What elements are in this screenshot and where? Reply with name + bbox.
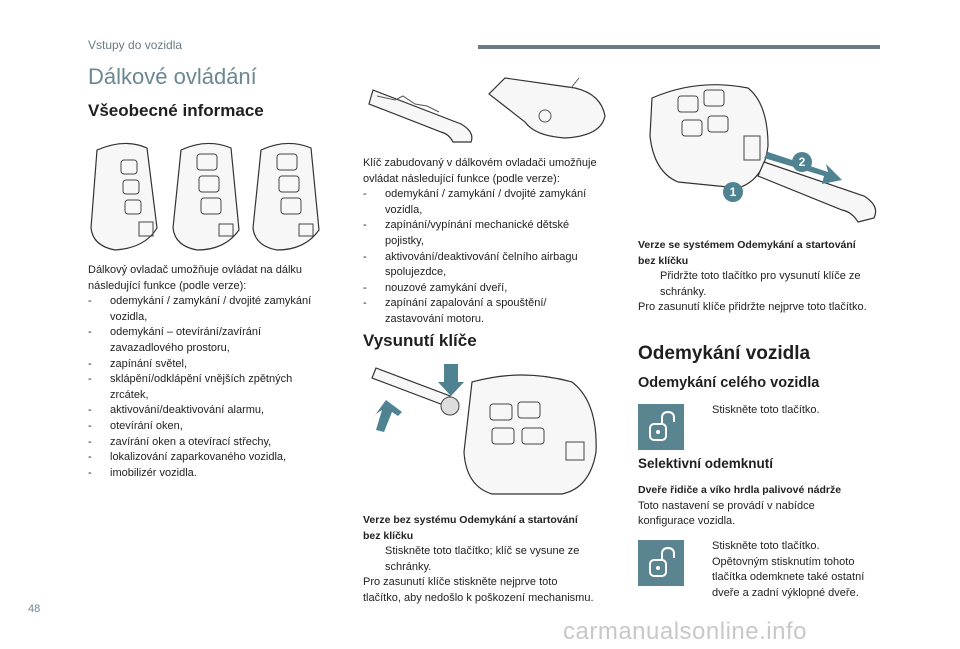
key-function-list [363,187,625,327]
page-title: Dálkové ovládání [88,64,257,89]
without-system-lead: bez klíčku [363,529,414,542]
without-system-step: Stiskněte toto tlačítko; klíč se vysune ze schránky. [385,545,580,573]
with-system-lead: bez klíčku [638,254,689,267]
key-blade-illustration [365,76,615,148]
list-item: - zapínání světel, [88,357,348,373]
list-item: - zapínání zapalování a spouštění/ zastavování motoru. [363,296,625,327]
callout-two: 2 [798,155,806,169]
remote-keys-illustration [85,138,343,256]
list-item: - sklápění/odklápění vnějších zpětných zrcátek, [88,372,348,403]
section-label: Vstupy do vozidla [88,38,183,52]
header-rule [478,45,880,49]
padlock-open-icon [638,540,684,586]
with-system-note: Pro zasunutí klíče přidržte nejprve toto tlačítko. [638,301,867,314]
with-system-step: Přidržte toto tlačítko pro vysunutí klíče ze schránky. [660,270,861,298]
list-item: - aktivování/deaktivování čelního airbagu spolujezdce, [363,250,625,281]
unlock-whole-step: Stiskněte toto tlačítko. [712,404,820,416]
with-system-lead: Verze se systémem Odemykání a startování [638,239,856,251]
page-number: 48 [28,603,41,615]
list-item: - otevírání oken, [88,419,348,435]
selective-step-2: Opětovným stisknutím tohoto tlačítka odemknete také ostatní dveře a zadní výklopné dveře. [712,555,865,599]
callout-one: 1 [729,185,737,199]
general-heading: Všeobecné informace [88,101,264,120]
key-intro-line: Klíč zabudovaný v dálkovém ovladači umožňuje [363,157,597,169]
key-unfold-illustration [362,362,612,502]
unfold-without-system [363,513,625,607]
selective-line: konfigurace vozidla. [638,515,736,528]
without-system-lead: Verze bez systému Odemykání a startování [363,514,578,526]
unlock-icon [638,404,684,450]
selective-step-1: Stiskněte toto tlačítko. [712,540,820,552]
watermark: carmanualsonline.info [563,618,807,645]
list-item: - aktivování/deaktivování alarmu, [88,403,348,419]
without-system-note: Pro zasunutí klíče stiskněte nejprve toto [363,576,558,589]
unfold-with-system [638,238,888,316]
selective-lead: Dveře řidiče a víko hrdla palivové nádrže [638,484,842,496]
general-intro [88,263,348,481]
list-item: - nouzové zamykání dveří, [363,281,625,297]
unlock-selective-icon [638,540,684,586]
list-item: - odemykání – otevírání/zavírání zavazadlového prostoru, [88,325,348,356]
list-item: - lokalizování zaparkovaného vozidla, [88,450,348,466]
without-system-note: tlačítko, aby nedošlo k poškození mechanismu. [363,591,594,604]
selective-line: Toto nastavení se provádí v nabídce [638,499,815,512]
list-item: - zavírání oken a otevírací střechy, [88,435,348,451]
list-item: - odemykání / zamykání / dvojité zamykání vozidla, [88,294,348,325]
list-item: - imobilizér vozidla. [88,466,348,482]
list-item: - zapínání/vypínání mechanické dětské pojistky, [363,218,625,249]
selective-steps [690,539,890,601]
unlock-whole-heading: Odemykání celého vozidla [638,375,820,391]
unfold-heading: Vysunutí klíče [363,331,477,350]
unlock-heading: Odemykání vozidla [638,343,811,364]
list-item: - odemykání / zamykání / dvojité zamykání vozidla, [363,187,625,218]
padlock-open-icon [638,404,684,450]
general-intro-line: následující funkce (podle verze): [88,279,247,292]
selective-heading: Selektivní odemknutí [638,456,774,471]
key-with-system-illustration [638,76,882,232]
key-functions [363,156,625,328]
general-function-list [88,294,348,481]
general-intro-line: Dálkový ovladač umožňuje ovládat na dálku [88,264,303,276]
key-intro-line: ovládat následující funkce (podle verze): [363,172,560,185]
selective-text [638,483,888,530]
